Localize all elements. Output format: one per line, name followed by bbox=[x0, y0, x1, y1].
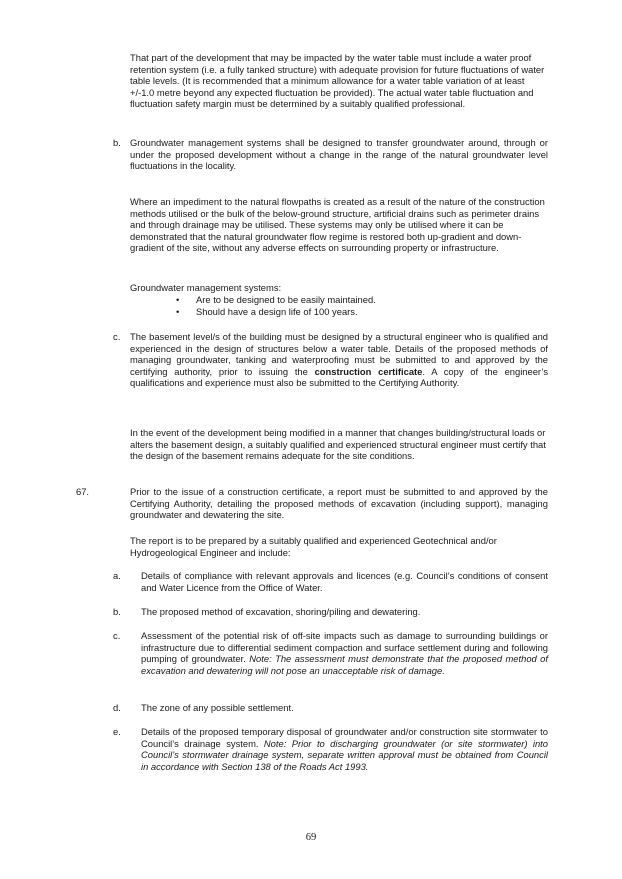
item-c-text-after: . A copy of the engineer’s qualifications and experience must also be submitted to the Certifying Authority. bbox=[130, 365, 549, 388]
item-c-text bbox=[130, 331, 548, 389]
item-c-label: c. bbox=[113, 331, 121, 342]
report-item-label: e. bbox=[113, 726, 121, 737]
report-intro: The report is to be prepared by a suitably qualified and experienced Geotechnical and/or Hydrogeological Engineer and include: bbox=[130, 535, 497, 558]
condition-number: 67. bbox=[76, 486, 90, 497]
page-number: 69 bbox=[305, 832, 317, 843]
bullet-icon: • bbox=[176, 294, 180, 305]
report-item-e-note: Note: Prior to discharging groundwater (or site stormwater) into Council’s stormwater drainage system, separate written approval must be obtained from Council in accordance with Section 138 of the Roads Act 1993. bbox=[141, 737, 548, 772]
item-b-label: b. bbox=[113, 137, 121, 148]
report-item-e bbox=[141, 726, 548, 772]
report-item-e-text: Details of the proposed temporary disposal of groundwater and/or construction site stormwater to Council’s drainage system. bbox=[141, 726, 548, 749]
report-item-label: d. bbox=[113, 702, 121, 713]
bullet-icon: • bbox=[176, 306, 180, 317]
report-item-a: Details of compliance with relevant approvals and licences (e.g. Council’s conditions of consent and Water Licence from the Office of Water. bbox=[141, 570, 548, 593]
item-b-text: Groundwater management systems shall be designed to transfer groundwater around, through or under the proposed development without a change in the range of the natural groundwater level fluctuations in the locality. bbox=[130, 137, 548, 171]
item-c-para2: In the event of the development being modified in a manner that changes building/structural loads or alters the basement design, a suitably qualified and experienced structural engineer must certify that the design of the basement remains adequate for the site conditions. bbox=[130, 427, 546, 461]
report-item-d: The zone of any possible settlement. bbox=[141, 702, 294, 713]
construction-certificate-bold: construction certificate bbox=[314, 365, 423, 377]
report-item-label: c. bbox=[113, 630, 121, 641]
bullet-item: Should have a design life of 100 years. bbox=[196, 306, 358, 317]
bullet-item: Are to be designed to be easily maintained. bbox=[196, 294, 376, 305]
item-b-para2: Where an impediment to the natural flowpaths is created as a result of the nature of the construction methods utilised or the bulk of the below-ground structure, artificial drains such as perimeter drains and through drainage may be utilised. These systems may only be utilised where it can be demonstrated that the natural groundwater flow regime is restored both up-gradient and down-gradient of the site, without any adverse effects on surrounding property or infrastructure. bbox=[130, 196, 545, 253]
item-c-text-before: The basement level/s of the building must be designed by a structural engineer who is qualified and experienced in the design of structures below a water table. Details of the proposed methods of managing groundwater, tanking and waterproofing must be submitted to and approved by the certifying authority, prior to issuing the bbox=[130, 331, 548, 377]
para-water-table: That part of the development that may be impacted by the water table must include a water proof retention system (i.e. a fully tanked structure) with adequate provision for future fluctuations of water table levels. (It is recommended that a minimum allowance for a water table variation of at least +/-1.0 metre beyond any expected fluctuation be provided). The actual water table fluctuation and fluctuation safety margin must be determined by a suitably qualified professional. bbox=[130, 52, 545, 109]
report-item-c bbox=[141, 630, 548, 676]
gms-heading: Groundwater management systems: bbox=[130, 282, 282, 293]
report-item-label: a. bbox=[113, 570, 121, 581]
report-item-label: b. bbox=[113, 606, 121, 617]
report-item-c-text: Assessment of the potential risk of off-site impacts such as damage to surrounding buildings or infrastructure due to differential sediment compaction and surface settlement during and following pumping of groundwater. bbox=[141, 630, 548, 664]
report-item-b: The proposed method of excavation, shoring/piling and dewatering. bbox=[141, 606, 421, 617]
condition-67-text: Prior to the issue of a construction certificate, a report must be submitted to and approved by the Certifying Authority, detailing the proposed methods of excavation (including support), managing groundwater and dewatering the site. bbox=[130, 486, 548, 520]
report-item-c-note: Note: The assessment must demonstrate that the proposed method of excavation and dewatering will not pose an unacceptable risk of damage. bbox=[141, 653, 548, 676]
